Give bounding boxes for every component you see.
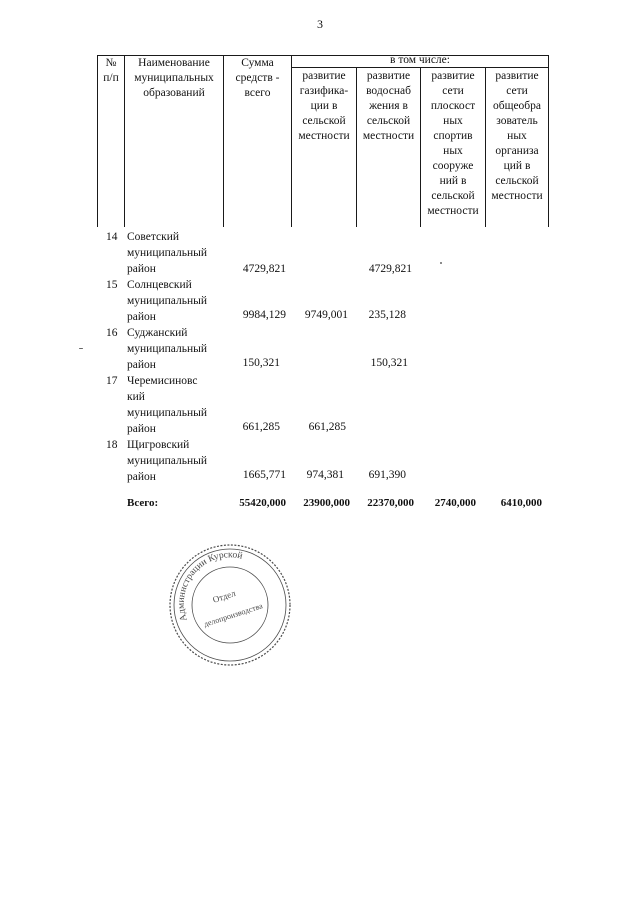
header-num: № п/п (103, 57, 119, 84)
seal-outer-ring (170, 545, 290, 665)
scan-speck (79, 348, 83, 349)
header-water: развитие водоснаб жения в сельской местности (362, 70, 415, 142)
row-water: 691,390 (368, 469, 406, 481)
row-sum: 9984,129 (242, 309, 286, 321)
row-water: 235,128 (368, 309, 406, 321)
header-edu: развитие сети общеобра зователь ных организа ций в сельской местности (491, 70, 543, 202)
row-name: Щигровский муниципальный район (127, 439, 208, 483)
total-sum: 55420,000 (239, 497, 286, 509)
page-number: 3 (317, 17, 323, 31)
seal-center-text-1: Отдел (211, 588, 237, 605)
total-sport: 2740,000 (434, 497, 476, 509)
table-header (97, 55, 549, 227)
row-water: 150,321 (370, 357, 408, 369)
seal-ring-2 (174, 549, 286, 661)
row-sum: 4729,821 (242, 263, 286, 275)
header-name: Наименование муниципальных образований (134, 57, 214, 99)
total-water: 22370,000 (367, 497, 414, 509)
row-gas: 974,381 (306, 469, 344, 481)
row-gas: 661,285 (308, 421, 346, 433)
header-sum: Сумма средств - всего (235, 57, 280, 99)
row-name: Солнцевский муниципальный район (127, 279, 208, 323)
table-row (0, 325, 640, 373)
row-name: Суджанский муниципальный район (127, 327, 208, 371)
row-number: 16 (106, 327, 118, 339)
total-gas: 23900,000 (303, 497, 350, 509)
row-number: 18 (106, 439, 118, 451)
header-gas: развитие газифика- ции в сельской местности (298, 70, 350, 142)
seal-arc-text: Администрации Курской (176, 550, 244, 623)
row-number: 15 (106, 279, 118, 291)
table-row (0, 437, 640, 485)
row-number: 14 (106, 231, 118, 243)
row-sum: 661,285 (242, 421, 280, 433)
header-including: в том числе: (390, 54, 450, 66)
scan-speck (440, 262, 442, 264)
seal-center-text-2: делопроизводства (202, 601, 264, 629)
row-sum: 150,321 (242, 357, 280, 369)
total-label: Всего: (127, 497, 159, 509)
row-name: Черемисиновс кий муниципальный район (127, 375, 208, 435)
row-name: Советский муниципальный район (127, 231, 208, 275)
header-sport: развитие сети плоскост ных спортив ных сооруже ний в сельской местности (427, 70, 479, 217)
seal-graphic (165, 540, 295, 670)
table-row (0, 277, 640, 325)
table-row (0, 229, 640, 277)
table-total-row (0, 495, 640, 511)
row-water: 4729,821 (368, 263, 412, 275)
table-row (0, 373, 640, 437)
total-edu: 6410,000 (500, 497, 542, 509)
header-vline-7 (548, 55, 549, 227)
row-number: 17 (106, 375, 118, 387)
row-sum: 1665,771 (242, 469, 286, 481)
official-seal (165, 540, 295, 670)
row-gas: 9749,001 (304, 309, 348, 321)
